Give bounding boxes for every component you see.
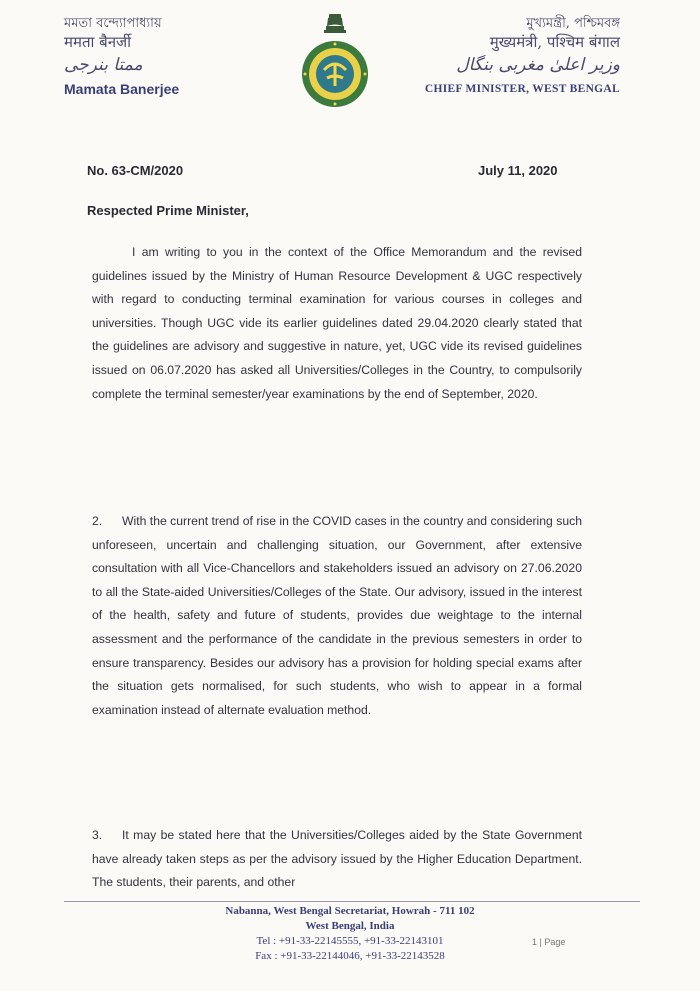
- title-english: CHIEF MINISTER, WEST BENGAL: [424, 83, 620, 95]
- title-hindi: मुख्यमंत्री, पश्चिम बंगाल: [489, 33, 620, 51]
- title-bengali: মুখ্যমন্ত্রী, পশ্চিমবঙ্গ: [526, 16, 620, 31]
- letterhead-left: [64, 14, 179, 97]
- name-urdu: ممتا بنرجی: [64, 55, 143, 75]
- salutation: Respected Prime Minister,: [87, 203, 249, 218]
- footer-divider: [64, 901, 640, 902]
- letter-date: July 11, 2020: [478, 163, 558, 178]
- name-english: Mamata Banerjee: [64, 81, 180, 97]
- lion-capital-icon: [324, 14, 346, 33]
- paragraph-3-number: 3.: [92, 828, 103, 842]
- footer-fax: Fax : +91-33-22144046, +91-33-22143528: [255, 950, 445, 962]
- paragraph-2-number: 2.: [92, 514, 103, 528]
- paragraph-3-text: It may be stated here that the Universities/Colleges aided by the State Government have already taken steps as per the advisory issued by the Higher Education Department. The students, their parents, and other: [92, 828, 582, 890]
- name-hindi: ममता बैनर्जी: [64, 33, 132, 51]
- paragraph-1: I am writing to you in the context of the Office Memorandum and the revised guidelines issued by the Ministry of Human Resource Development & UGC respectively with regard to conducting terminal examination for various courses in colleges and universities. Though UGC vide its earlier guidelines dated 29.04.2020 clearly stated that the guidelines are advisory and suggestive in nature, yet, UGC vide its revised guidelines issued on 06.07.2020 has asked all Universities/Colleges in the Country, to compulsorily complete the terminal semester/year examinations by the end of September, 2020.: [92, 245, 582, 401]
- letterhead-right: [425, 14, 620, 95]
- reference-number: No. 63-CM/2020: [87, 163, 184, 178]
- footer-telephone: Tel : +91-33-22145555, +91-33-22143101: [256, 935, 444, 947]
- paragraph-2: [92, 510, 582, 722]
- emblem-icon: [298, 12, 372, 112]
- footer-address-line-2: West Bengal, India: [305, 920, 395, 932]
- paragraph-3: [92, 824, 582, 895]
- name-bengali: মমতা বন্দ্যোপাধ্যায়: [64, 16, 162, 31]
- paragraph-2-text: With the current trend of rise in the COVID cases in the country and considering such unforeseen, uncertain and challenging situation, our Government, after extensive consultation with all Vice-Chancellors and stakeholders issued an advisory on 27.06.2020 to all the State-aided Universities/Colleges of the State. Our advisory, issued in the interest of the health, safety and future of students, provides due weightage to the internal assessment and the performance of the candidate in the previous semesters in order to ensure transparency. Besides our advisory has a provision for holding special exams after the situation gets normalised, for such students, who wish to appear in a formal examination instead of alternate evaluation method.: [92, 514, 582, 717]
- footer-address-line-1: Nabanna, West Bengal Secretariat, Howrah - 711 102: [225, 905, 475, 917]
- footer-address: [160, 904, 540, 964]
- title-urdu: وزیر اعلیٰ مغربی بنگال: [456, 55, 620, 75]
- page-number: 1 | Page: [532, 937, 566, 947]
